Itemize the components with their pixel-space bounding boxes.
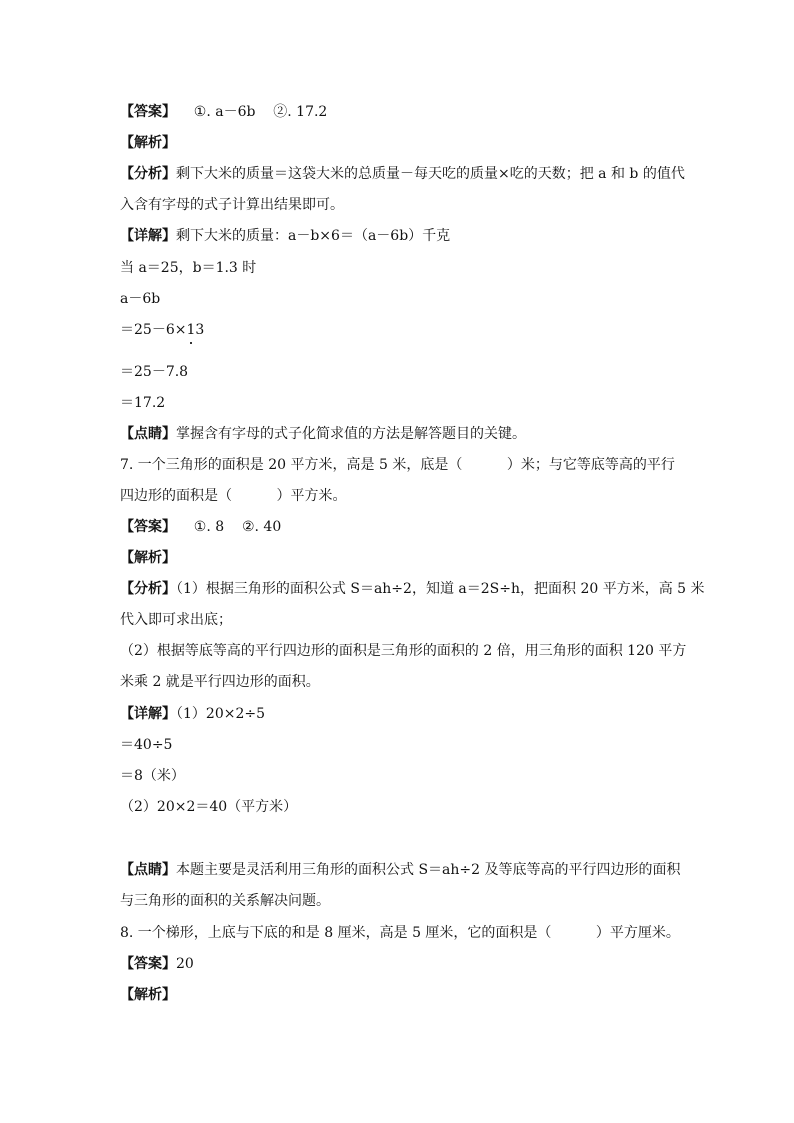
- question-7: 7. 一个三角形的面积是 20 平方米，高是 5 米，底是（ ）米；与它等底等高的平行: [120, 457, 675, 473]
- section-label: 【点睛】: [120, 426, 176, 442]
- analysis-heading: [120, 985, 176, 1005]
- question-8: 8. 一个梯形，上底与下底的和是 8 厘米，高是 5 厘米，它的面积是（ ）平方厘米。: [120, 925, 680, 941]
- analysis-heading: [120, 548, 176, 568]
- analysis-text: 【分析】（1）根据三角形的面积公式 S＝ah÷2，知道 a＝2S÷h，把面积 20 平方米，高 5 米: [120, 581, 705, 597]
- section-label: 【解析】: [120, 550, 176, 566]
- analysis-text: 【分析】剩下大米的质量＝这袋大米的总质量－每天吃的质量×吃的天数；把 a 和 b 的值代: [120, 166, 685, 182]
- section-label: 【分析】: [120, 581, 176, 597]
- analysis-heading: [120, 133, 176, 153]
- section-label: 【详解】: [120, 706, 176, 722]
- calc-step: ＝25－6×13: [120, 322, 205, 338]
- calc-step: ＝40÷5: [120, 737, 173, 753]
- answer-line: 【答案】 ①. a－6b ②. 17.2: [120, 104, 328, 120]
- section-label: 【点睛】: [120, 862, 176, 878]
- answer-line: 【答案】20: [120, 956, 194, 972]
- calc-step: （2）20×2＝40（平方米）: [120, 799, 298, 815]
- analysis-text-cont: 米乘 2 就是平行四边形的面积。: [120, 674, 320, 690]
- section-label: 【解析】: [120, 135, 176, 151]
- detail-text: 【详解】（1）20×2÷5: [120, 706, 265, 722]
- calc-result: ＝8（米）: [120, 768, 185, 784]
- section-label: 【解析】: [120, 987, 176, 1003]
- calc-step: ＝25－7.8: [120, 364, 189, 380]
- section-label: 【答案】: [120, 104, 176, 120]
- detail-text: 【详解】剩下大米的质量：a－b×6＝（a－6b）千克: [120, 228, 451, 244]
- analysis-text-cont: 入含有字母的式子计算出结果即可。: [120, 197, 344, 213]
- analysis-text: （2）根据等底等高的平行四边形的面积是三角形的面积的 2 倍，用三角形的面积 120 平方: [120, 643, 687, 659]
- section-label: 【答案】: [120, 519, 176, 535]
- section-label: 【分析】: [120, 166, 176, 182]
- calc-step: a－6b: [120, 291, 161, 307]
- answer-line: 【答案】 ①. 8 ②. 40: [120, 519, 282, 535]
- section-label: 【答案】: [120, 956, 176, 972]
- calc-result: ＝17.2: [120, 395, 166, 411]
- section-label: 【详解】: [120, 228, 176, 244]
- key-point-text: 【点睛】本题主要是灵活利用三角形的面积公式 S＝ah÷2 及等底等高的平行四边形的面积: [120, 862, 681, 878]
- analysis-text-cont: 代入即可求出底；: [120, 612, 232, 628]
- question-7-cont: 四边形的面积是（ ）平方米。: [120, 488, 347, 504]
- key-point-text-cont: 与三角形的面积的关系解决问题。: [120, 893, 330, 909]
- condition-text: 当 a＝25，b＝1.3 时: [120, 260, 257, 276]
- decimal-point-mark: [190, 342, 192, 344]
- key-point-text: 【点睛】掌握含有字母的式子化简求值的方法是解答题目的关键。: [120, 426, 526, 442]
